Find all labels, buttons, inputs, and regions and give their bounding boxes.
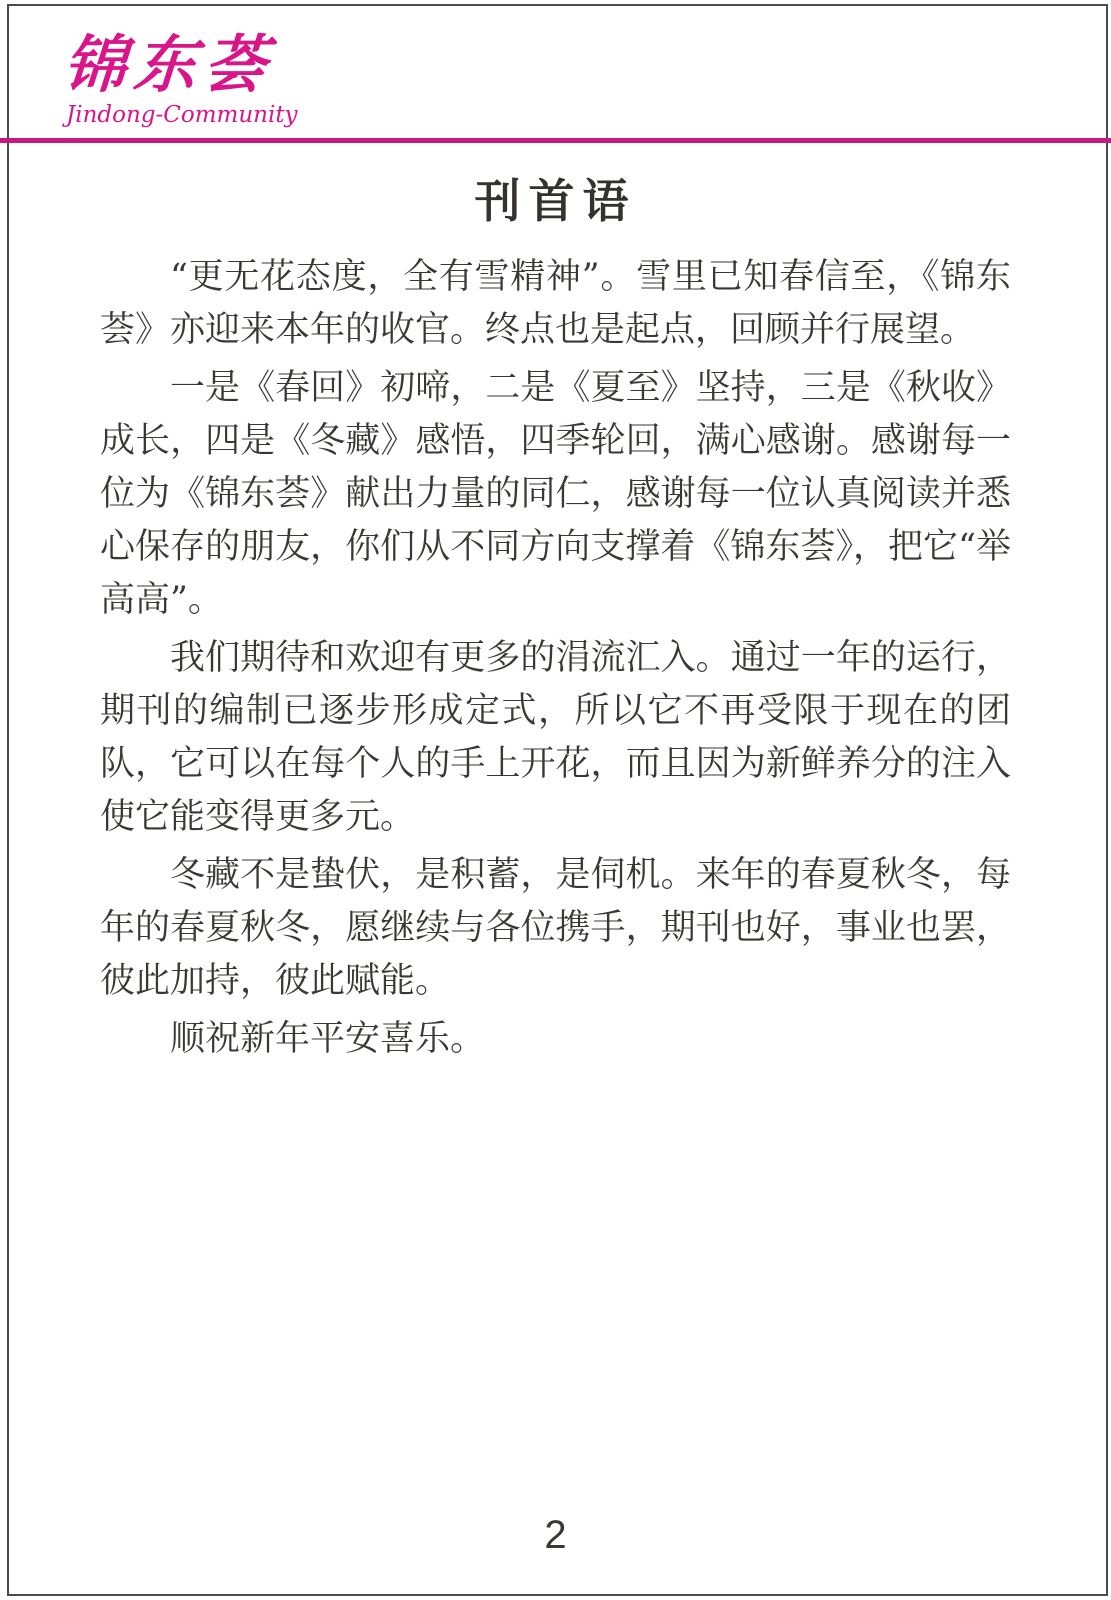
article	[100, 143, 1011, 1071]
article-paragraph-4: 冬藏不是蛰伏，是积蓄，是伺机。来年的春夏秋冬，每年的春夏秋冬，愿继续与各位携手，期刊也好，事业也罢，彼此加持，彼此赋能。	[100, 855, 1011, 1001]
brand-logo	[61, 28, 298, 128]
article-paragraph-2: 一是《春回》初啼，二是《夏至》坚持，三是《秋收》成长，四是《冬藏》感悟，四季轮回，满心感谢。感谢每一位为《锦东荟》献出力量的同仁，感谢每一位认真阅读并悉心保存的朋友，你们从不同方向支撑着《锦东荟》，把它“举高高”。	[100, 368, 1011, 620]
article-paragraph-1: “更无花态度，全有雪精神”。雪里已知春信至，《锦东荟》亦迎来本年的收官。终点也是起点，回顾并行展望。	[100, 257, 1011, 350]
article-paragraph-5: 顺祝新年平安喜乐。	[170, 1019, 486, 1059]
brand-logo-english: Jindong-Community	[66, 102, 298, 128]
article-body	[100, 251, 1011, 1066]
article-title: 刊首语	[474, 175, 637, 227]
brand-logo-chinese: 锦东荟	[61, 28, 277, 101]
page-number: 2	[544, 1513, 567, 1557]
article-paragraph-3: 我们期待和欢迎有更多的涓流汇入。通过一年的运行，期刊的编制已逐步形成定式，所以它不再受限于现在的团队，它可以在每个人的手上开花，而且因为新鲜养分的注入使它能变得更多元。	[100, 638, 1011, 837]
